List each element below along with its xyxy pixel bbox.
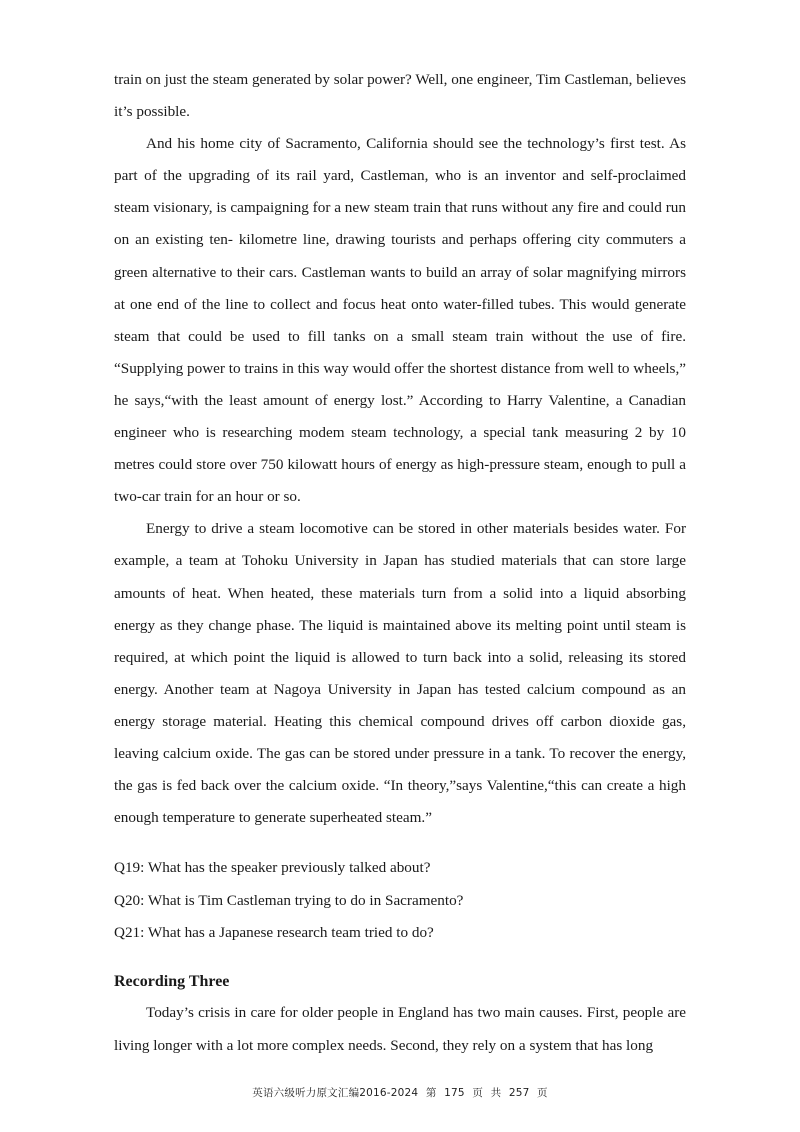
question-list xyxy=(114,852,686,949)
footer-total-pages: 257 xyxy=(508,1087,530,1099)
question-21: Q21: What has a Japanese research team tried to do? xyxy=(114,924,434,942)
question-20: Q20: What is Tim Castleman trying to do in Sacramento? xyxy=(114,891,464,909)
document-body xyxy=(114,64,686,1062)
footer-total-prefix: 共 xyxy=(490,1087,502,1099)
section-heading: Recording Three xyxy=(114,973,230,991)
paragraph-castleman: And his home city of Sacramento, California should see the technology’s first test. As part of the upgrading of its rail yard, Castleman, who is an inventor and self-proclaimed steam visionary, is campaigning for a new steam train that runs without any fire and could run on an existing ten- kilometre line, drawing tourists and perhaps offering city commuters a green alternative to their cars. Castleman wants to build an array of solar magnifying mirrors at one end of the line to collect and focus heat onto water-filled tubes. This would generate steam that could be used to fill tanks on a small steam train without the use of fire. “Supplying power to trains in this way would offer the shortest distance from well to wheels,” he says,“with the least amount of energy lost.” According to Harry Valentine, a Canadian engineer who is researching modem steam technology, a special tank measuring 2 by 10 metres could store over 750 kilowatt hours of energy as high-pressure steam, enough to pull a two-car train for an hour or so. xyxy=(114,135,686,506)
paragraph-recording-three: Today’s crisis in care for older people in England has two main causes. First, people are living longer with a lot more complex needs. Second, they rely on a system that has long xyxy=(114,1004,686,1054)
paragraph-continuation: train on just the steam generated by solar power? Well, one engineer, Tim Castleman, believes it’s possible. xyxy=(114,71,686,121)
page-footer xyxy=(0,1085,800,1100)
footer-total-word: 页 xyxy=(537,1087,548,1099)
footer-page-number: 175 xyxy=(444,1087,465,1099)
paragraph-energy-storage: Energy to drive a steam locomotive can be stored in other materials besides water. For example, a team at Tohoku University in Japan has studied materials that can store large amounts of heat. When heated, these materials turn from a solid into a liquid absorbing energy as they change phase. The liquid is maintained above its melting point until steam is required, at which point the liquid is allowed to turn back into a solid, releasing its stored energy. Another team at Nagoya University in Japan has tested calcium compound as an energy storage material. Heating this chemical compound drives off carbon dioxide gas, leaving calcium oxide. The gas can be stored under pressure in a tank. To recover the energy, the gas is fed back over the calcium oxide. “In theory,”says Valentine,“this can create a high enough temperature to generate superheated steam.” xyxy=(114,520,686,827)
question-19: Q19: What has the speaker previously talked about? xyxy=(114,859,431,877)
footer-page-prefix: 第 xyxy=(425,1087,437,1099)
footer-title: 英语六级听力原文汇编2016-2024 xyxy=(252,1087,419,1099)
footer-page-word: 页 xyxy=(472,1087,484,1099)
